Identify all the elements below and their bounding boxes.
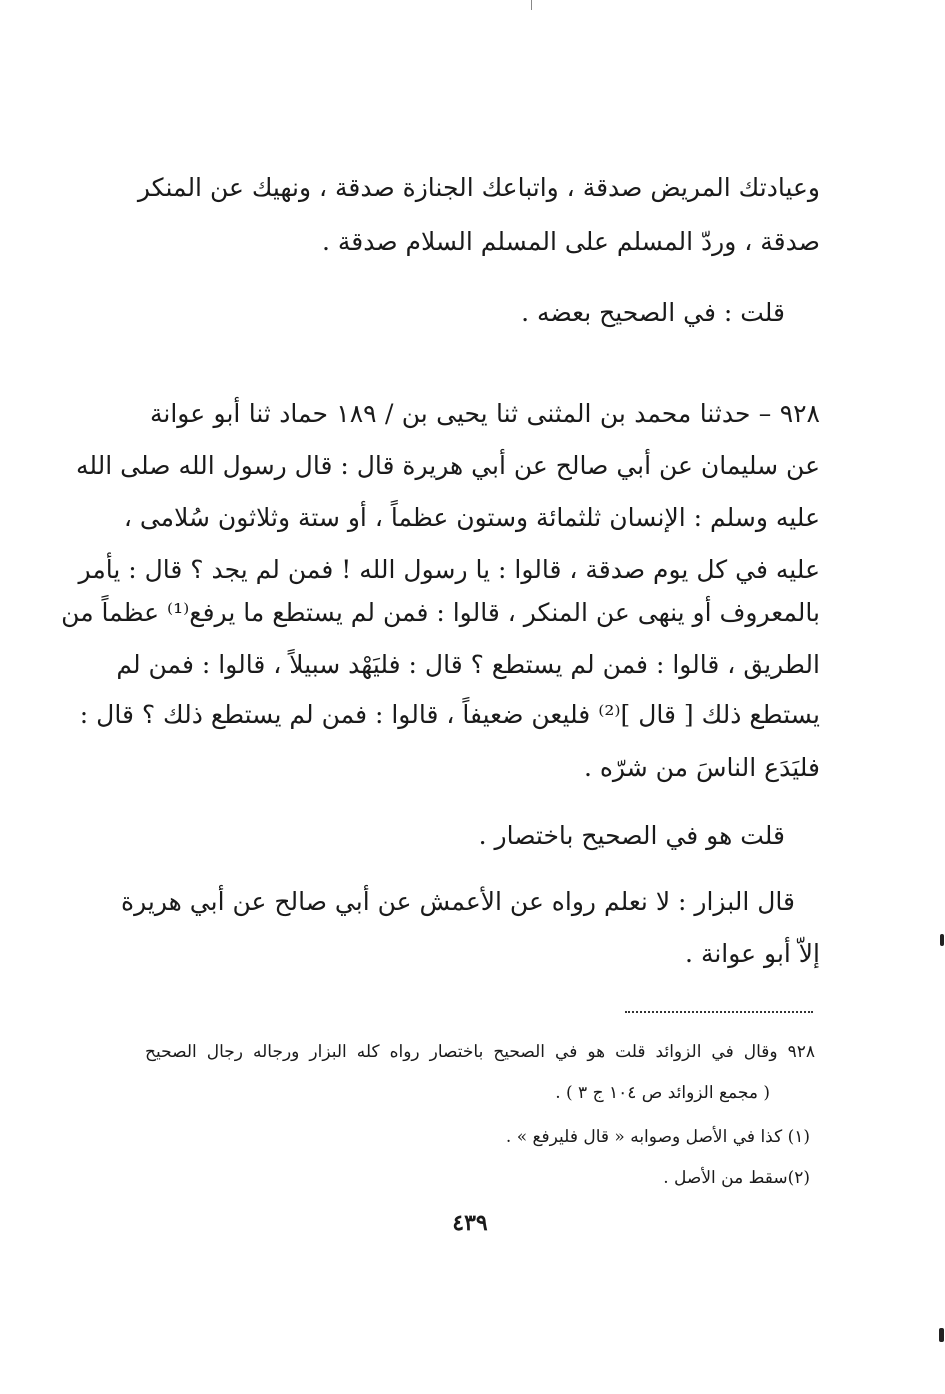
hadith-line: الطريق ، قالوا : فمن لم يستطع ؟ قال : فليَهْد سبيلاً ، قالوا : فمن لم: [116, 650, 820, 679]
scholar-note: قلت : في الصحيح بعضه .: [521, 298, 785, 327]
hadith-line: يستطع ذلك [ قال ]⁽²⁾ فليعن ضعيفاً ، قالوا : فمن لم يستطع ذلك ؟ قال :: [79, 700, 820, 729]
scholar-note: قلت هو في الصحيح باختصار .: [478, 821, 785, 850]
footnote-line: ( مجمع الزوائد ص ١٠٤ ج ٣ ) .: [555, 1083, 770, 1103]
scan-mark: [940, 934, 944, 946]
page-number: ٤٣٩: [452, 1210, 488, 1236]
footnote-line: ٩٢٨ وقال في الزوائد قلت هو في الصحيح باختصار رواه كله البزار ورجاله رجال الصحيح: [145, 1042, 815, 1062]
bazzar-statement-line: قال البزار : لا نعلم رواه عن الأعمش عن أبي صالح عن أبي هريرة: [121, 887, 795, 916]
hadith-line: ٩٢٨ – حدثنا محمد بن المثنى ثنا يحيى بن / ١٨٩ حماد ثنا أبو عوانة: [150, 399, 820, 428]
footnote-separator: [625, 1011, 813, 1013]
scan-mark: [531, 0, 532, 10]
hadith-line: بالمعروف أو ينهى عن المنكر ، قالوا : فمن لم يستطع ما يرفع⁽¹⁾ عظماً من: [61, 598, 820, 627]
hadith-line: عن سليمان عن أبي صالح عن أبي هريرة قال : قال رسول الله صلى الله: [75, 451, 820, 480]
paragraph-line: صدقة ، وردّ المسلم على المسلم السلام صدقة .: [321, 227, 820, 256]
hadith-line: عليه وسلم : الإنسان ثلثمائة وستون عظماً ، أو ستة وثلاثون سُلامى ،: [123, 503, 820, 532]
hadith-line: عليه في كل يوم صدقة ، قالوا : يا رسول الله ! فمن لم يجد ؟ قال : يأمر: [78, 555, 820, 584]
footnote-1: (١) كذا في الأصل وصوابه « قال فليرفع » .: [505, 1127, 810, 1147]
hadith-line: فليَدَع الناسَ من شرّه .: [583, 753, 820, 782]
scan-mark: [939, 1328, 944, 1342]
bazzar-statement-line: إلاّ أبو عوانة .: [685, 939, 820, 968]
footnote-2: (٢)سقط من الأصل .: [663, 1168, 810, 1188]
paragraph-line: وعيادتك المريض صدقة ، واتباعك الجنازة صدقة ، ونهيك عن المنكر: [137, 173, 820, 202]
